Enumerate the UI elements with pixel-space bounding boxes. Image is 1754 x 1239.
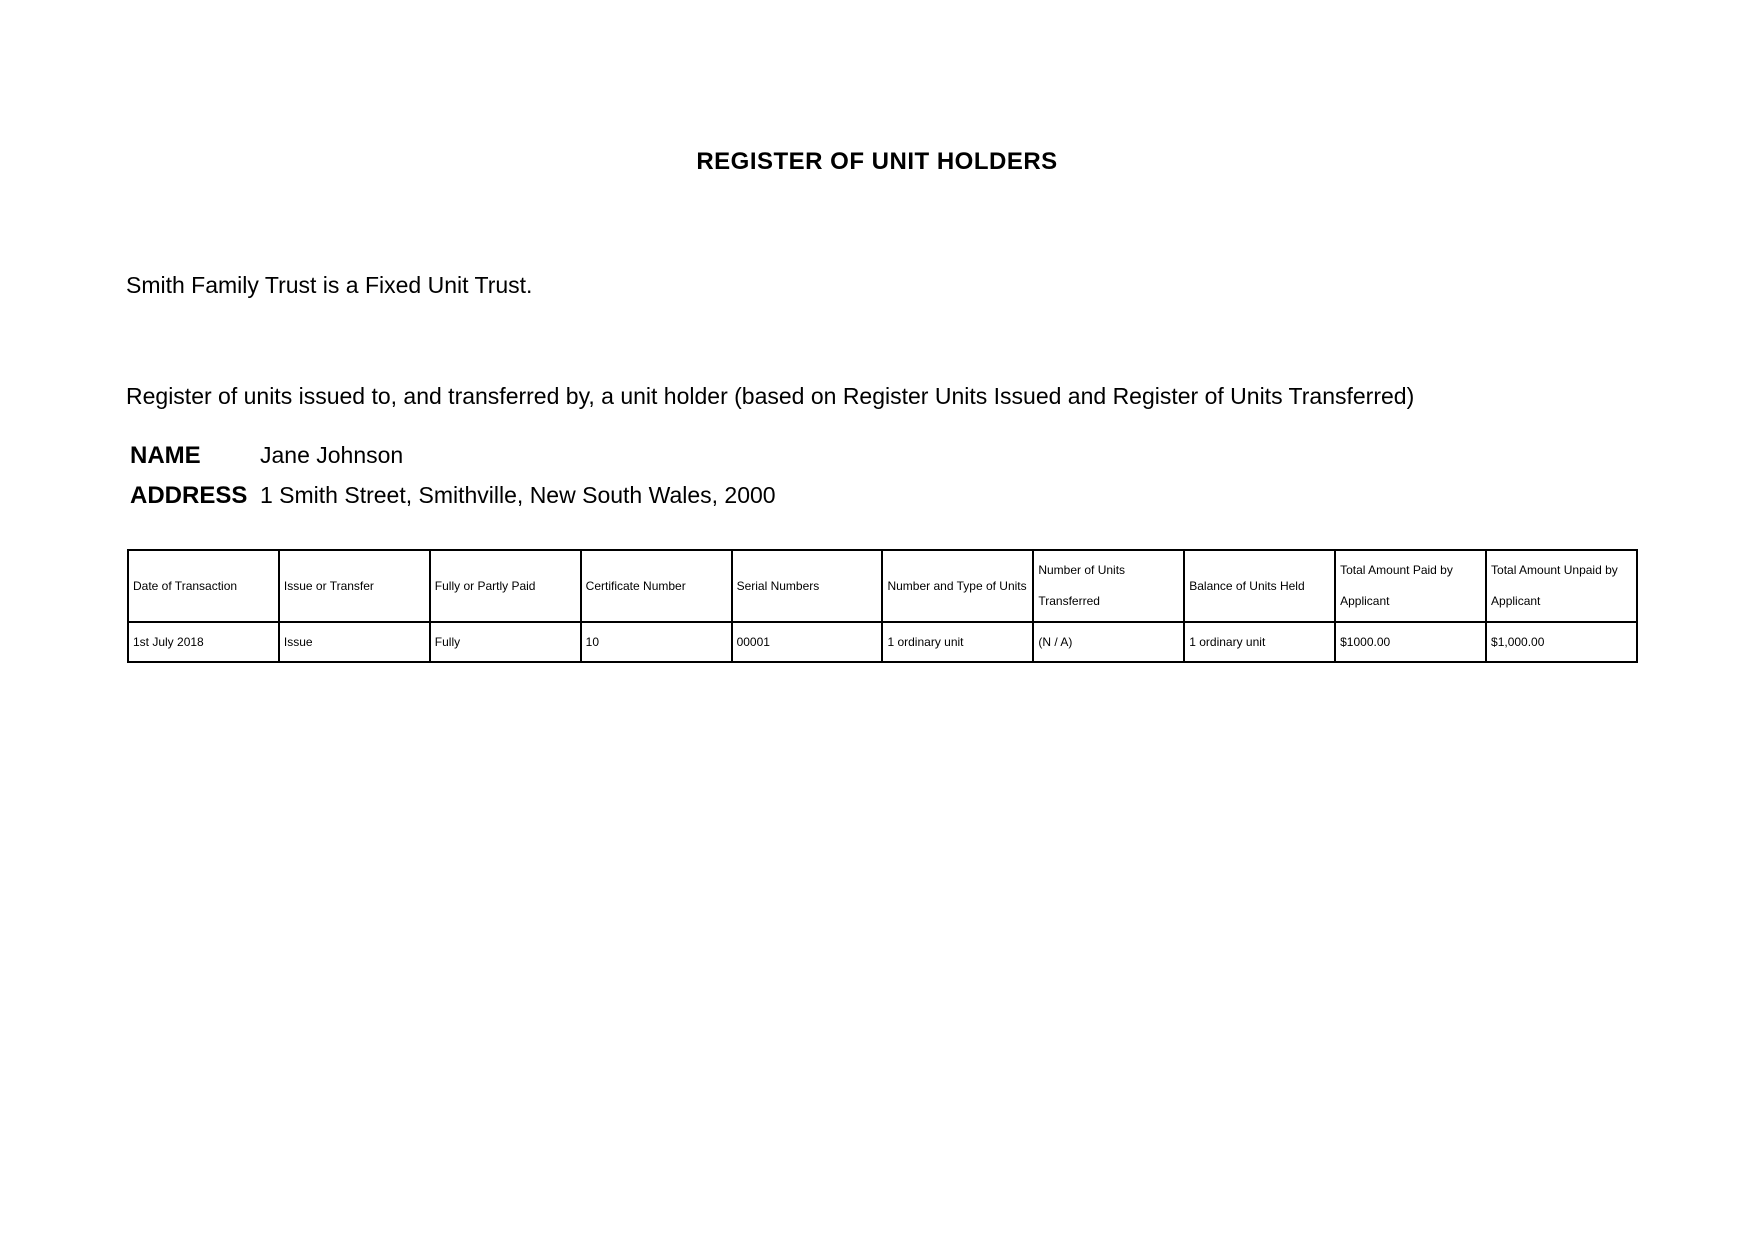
column-header: Total Amount Unpaid by Applicant: [1486, 550, 1637, 622]
table-cell: $1000.00: [1335, 622, 1486, 662]
table-cell: 1 ordinary unit: [1184, 622, 1335, 662]
table-header-row: [128, 550, 1637, 622]
column-header: Fully or Partly Paid: [430, 550, 581, 622]
column-header: Total Amount Paid by Applicant: [1335, 550, 1486, 622]
holder-address-value: 1 Smith Street, Smithville, New South Wales, 2000: [260, 482, 776, 508]
holder-address-row: [130, 482, 776, 510]
column-header: Serial Numbers: [732, 550, 883, 622]
column-header: Number of Units Transferred: [1033, 550, 1184, 622]
address-label: ADDRESS: [130, 482, 248, 509]
document-title: REGISTER OF UNIT HOLDERS: [696, 148, 1058, 175]
table-cell: $1,000.00: [1486, 622, 1637, 662]
table-cell: Fully: [430, 622, 581, 662]
column-header: Certificate Number: [581, 550, 732, 622]
name-label: NAME: [130, 442, 201, 469]
table-cell: (N / A): [1033, 622, 1184, 662]
column-header: Issue or Transfer: [279, 550, 430, 622]
column-header: Balance of Units Held: [1184, 550, 1335, 622]
column-header: Number and Type of Units: [882, 550, 1033, 622]
unit-register-table: [127, 549, 1638, 663]
table-cell: 00001: [732, 622, 883, 662]
trust-statement: Smith Family Trust is a Fixed Unit Trust.: [126, 272, 533, 298]
table-cell: 1st July 2018: [128, 622, 279, 662]
holder-name-value: Jane Johnson: [260, 442, 404, 468]
table-cell: Issue: [279, 622, 430, 662]
table-cell: 10: [581, 622, 732, 662]
register-description: Register of units issued to, and transferred by, a unit holder (based on Register Units Issued and Register of Units Transferred): [126, 383, 1415, 409]
holder-name-row: [130, 442, 403, 470]
column-header: Date of Transaction: [128, 550, 279, 622]
table-row: [128, 622, 1637, 662]
table-cell: 1 ordinary unit: [882, 622, 1033, 662]
